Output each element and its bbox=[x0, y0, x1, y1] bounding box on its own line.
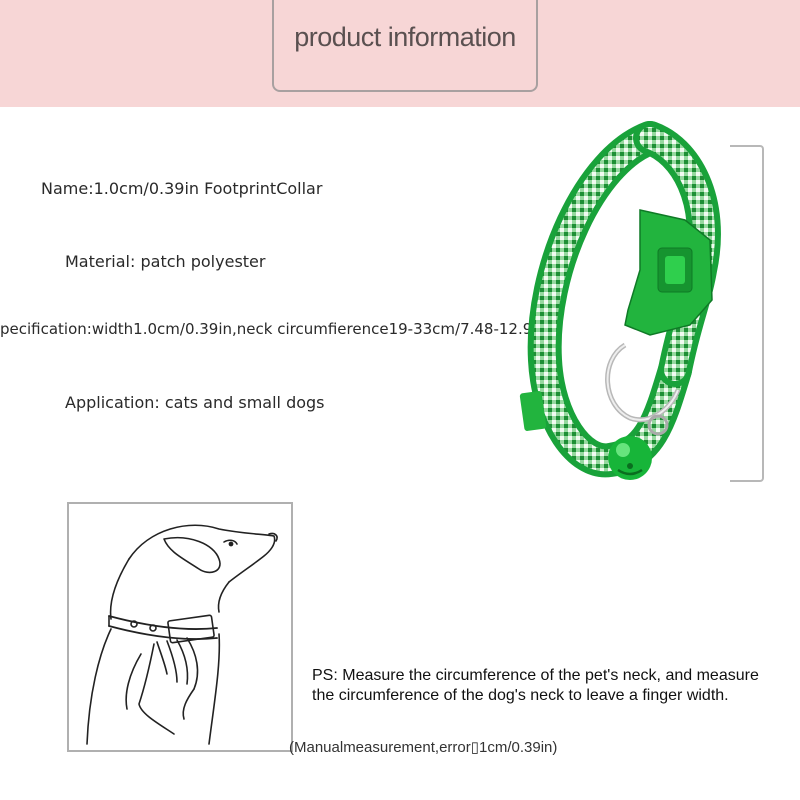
measurement-error-note: (Manualmeasurement,error▯1cm/0.39in) bbox=[289, 739, 558, 756]
dog-illustration-box bbox=[67, 502, 293, 752]
spec-application: Application: cats and small dogs bbox=[65, 393, 325, 412]
spec-material: Material: patch polyester bbox=[65, 252, 266, 271]
spec-name: Name:1.0cm/0.39in FootprintCollar bbox=[41, 179, 323, 198]
collar-image bbox=[500, 120, 740, 490]
page-title: product information bbox=[294, 22, 516, 52]
dog-neck-measurement-icon bbox=[69, 504, 291, 750]
ps-measurement-note: PS: Measure the circumference of the pet's neck, and measure the circumference of the dog's neck to leave a finger width. bbox=[312, 667, 759, 704]
spec-specification: pecification:width1.0cm/0.39in,neck circumfierence19-33cm/7.48-12.99in bbox=[0, 320, 556, 338]
